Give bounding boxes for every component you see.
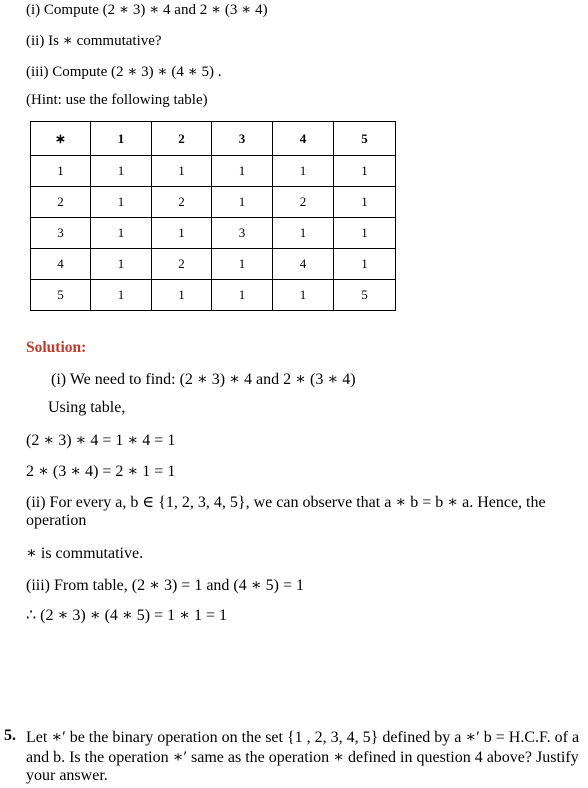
solution-line: (i) We need to find: (2 ∗ 3) ∗ 4 and 2 ∗ (3 ∗ 4) bbox=[51, 371, 356, 388]
table-cell: 3 bbox=[212, 218, 273, 249]
operation-table bbox=[30, 121, 396, 311]
table-cell: 1 bbox=[91, 187, 152, 218]
table-header-row bbox=[31, 122, 396, 156]
table-cell: 1 bbox=[273, 218, 334, 249]
question-part-ii: (ii) Is ∗ commutative? bbox=[26, 33, 162, 49]
table-cell: 2 bbox=[152, 187, 212, 218]
table-row bbox=[31, 249, 396, 280]
question-part-i: (i) Compute (2 ∗ 3) ∗ 4 and 2 ∗ (3 ∗ 4) bbox=[26, 2, 268, 18]
table-header-cell: 2 bbox=[152, 122, 212, 156]
question-5-line: Let ∗′ be the binary operation on the set {1 , 2, 3, 4, 5} defined by a ∗′ b = H.C.F. of a bbox=[26, 729, 580, 746]
table-header-cell: 5 bbox=[334, 122, 396, 156]
table-cell: 2 bbox=[273, 187, 334, 218]
solution-line: (ii) For every a, b ∈ {1, 2, 3, 4, 5}, we can observe that a ∗ b = b ∗ a. Hence, the bbox=[26, 494, 546, 511]
solution-line: ∗ is commutative. bbox=[26, 545, 144, 562]
table-cell: 4 bbox=[31, 249, 91, 280]
table-header-cell: 3 bbox=[212, 122, 273, 156]
table-row bbox=[31, 187, 396, 218]
table-cell: 1 bbox=[91, 280, 152, 311]
solution-line: ∴ (2 ∗ 3) ∗ (4 ∗ 5) = 1 ∗ 1 = 1 bbox=[26, 607, 228, 624]
solution-line: Using table, bbox=[48, 399, 126, 416]
table-cell: 1 bbox=[91, 156, 152, 187]
hint-text: (Hint: use the following table) bbox=[26, 92, 208, 108]
table-cell: 1 bbox=[31, 156, 91, 187]
question-number: 5. bbox=[4, 727, 16, 744]
table-cell: 2 bbox=[31, 187, 91, 218]
question-part-iii: (iii) Compute (2 ∗ 3) ∗ (4 ∗ 5) . bbox=[26, 64, 222, 80]
table-cell: 1 bbox=[334, 187, 396, 218]
solution-line: (2 ∗ 3) ∗ 4 = 1 ∗ 4 = 1 bbox=[26, 432, 176, 449]
table-row bbox=[31, 218, 396, 249]
table-cell: 1 bbox=[91, 218, 152, 249]
table-cell: 1 bbox=[273, 280, 334, 311]
table-cell: 1 bbox=[212, 156, 273, 187]
table-cell: 1 bbox=[152, 280, 212, 311]
table-cell: 1 bbox=[273, 156, 334, 187]
table-cell: 1 bbox=[334, 156, 396, 187]
table-cell: 1 bbox=[334, 218, 396, 249]
solution-line: operation bbox=[26, 512, 87, 529]
table-row bbox=[31, 280, 396, 311]
question-5-line: your answer. bbox=[26, 767, 108, 784]
table-cell: 1 bbox=[334, 249, 396, 280]
table-header-cell: ∗ bbox=[31, 122, 91, 156]
table-cell: 5 bbox=[334, 280, 396, 311]
table-cell: 1 bbox=[152, 218, 212, 249]
table-cell: 1 bbox=[212, 249, 273, 280]
table-cell: 3 bbox=[31, 218, 91, 249]
solution-line: (iii) From table, (2 ∗ 3) = 1 and (4 ∗ 5) = 1 bbox=[26, 577, 304, 594]
question-5-line: and b. Is the operation ∗′ same as the operation ∗ defined in question 4 above? Justify bbox=[26, 749, 579, 766]
table-cell: 4 bbox=[273, 249, 334, 280]
table-cell: 1 bbox=[91, 249, 152, 280]
table-cell: 2 bbox=[152, 249, 212, 280]
table-cell: 5 bbox=[31, 280, 91, 311]
table-cell: 1 bbox=[212, 187, 273, 218]
solution-line: 2 ∗ (3 ∗ 4) = 2 ∗ 1 = 1 bbox=[26, 463, 176, 480]
table-header-cell: 1 bbox=[91, 122, 152, 156]
solution-heading: Solution: bbox=[26, 339, 87, 356]
table-cell: 1 bbox=[152, 156, 212, 187]
table-row bbox=[31, 156, 396, 187]
table-cell: 1 bbox=[212, 280, 273, 311]
table-header-cell: 4 bbox=[273, 122, 334, 156]
